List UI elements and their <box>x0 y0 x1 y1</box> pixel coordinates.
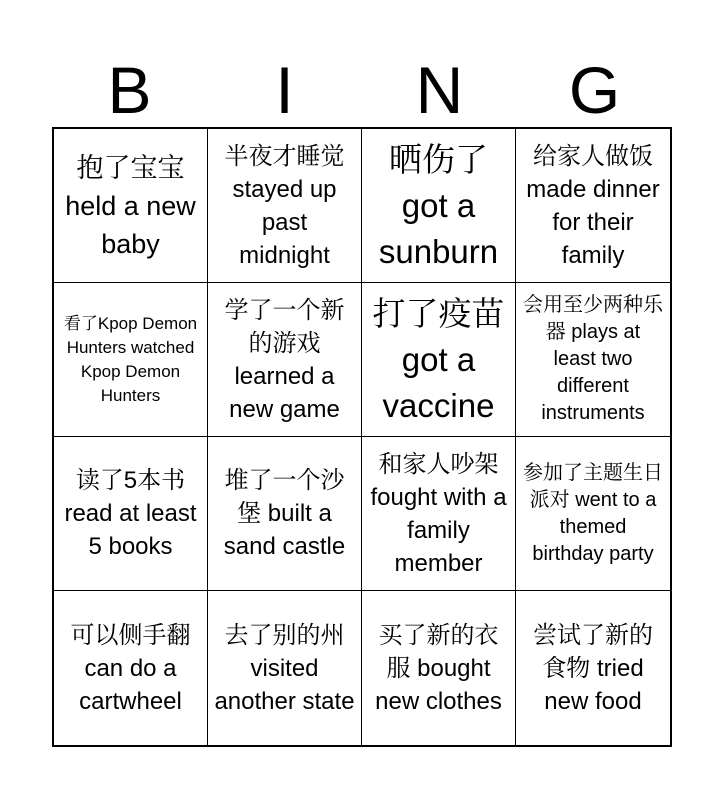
header-letter-b: B <box>107 53 152 127</box>
bingo-header <box>52 55 672 125</box>
cell-text: 打了疫苗 got a vaccine <box>372 294 505 424</box>
bingo-cell[interactable] <box>54 129 208 283</box>
cell-text: 读了5本书 read at least 5 books <box>64 467 197 560</box>
cell-text: 学了一个新的游戏 learned a new game <box>224 296 345 423</box>
bingo-cell[interactable] <box>208 129 362 283</box>
cell-text: 和家人吵架 fought with a family member <box>370 450 507 577</box>
cell-text: 堆了一个沙堡 built a sand castle <box>223 467 346 560</box>
bingo-board <box>52 127 672 747</box>
bingo-cell[interactable] <box>208 437 362 591</box>
header-letter-n: N <box>415 53 464 127</box>
bingo-cell[interactable] <box>516 591 670 745</box>
bingo-cell[interactable] <box>54 591 208 745</box>
cell-text: 去了别的州 visited another state <box>214 621 355 715</box>
bingo-cell[interactable] <box>362 591 516 745</box>
bingo-cell[interactable] <box>516 129 670 283</box>
cell-text: 会用至少两种乐器 plays at least two different instruments <box>523 294 663 424</box>
cell-text: 看了Kpop Demon Hunters watched Kpop Demon Hunters <box>63 313 198 405</box>
bingo-cell[interactable] <box>362 437 516 591</box>
header-letter-i: I <box>275 53 294 127</box>
cell-text: 可以侧手翻 can do a cartwheel <box>70 621 191 715</box>
cell-text: 半夜才睡觉 stayed up past midnight <box>224 142 345 269</box>
cell-text: 给家人做饭 made dinner for their family <box>526 142 660 269</box>
bingo-cell[interactable] <box>208 591 362 745</box>
cell-text: 尝试了新的食物 tried new food <box>533 621 653 715</box>
bingo-cell[interactable] <box>516 437 670 591</box>
header-letter-g: G <box>568 53 621 127</box>
cell-text: 抱了宝宝 held a new baby <box>65 152 196 259</box>
bingo-cell[interactable] <box>208 283 362 437</box>
cell-text: 晒伤了 got a sunburn <box>378 140 499 270</box>
bingo-cell[interactable] <box>54 283 208 437</box>
cell-text: 参加了主题生日派对 went to a themed birthday party <box>523 461 663 565</box>
bingo-cell[interactable] <box>362 283 516 437</box>
bingo-cell[interactable] <box>362 129 516 283</box>
bingo-cell[interactable] <box>516 283 670 437</box>
cell-text: 买了新的衣服 bought new clothes <box>375 621 502 715</box>
bingo-cell[interactable] <box>54 437 208 591</box>
